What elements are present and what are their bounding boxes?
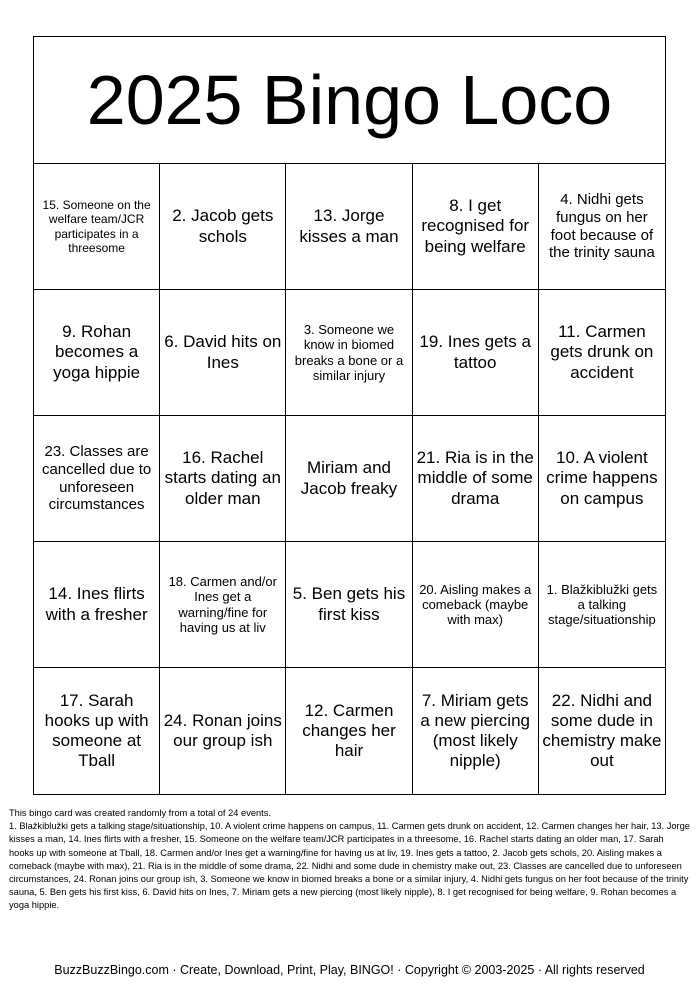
bingo-cell-g2 <box>413 290 539 416</box>
bingo-cell-text: 19. Ines gets a tattoo <box>419 332 531 372</box>
bingo-cell-text: 10. A violent crime happens on campus <box>546 448 658 508</box>
bingo-cell-g5 <box>413 668 539 794</box>
bingo-cell-text: 11. Carmen gets drunk on accident <box>550 322 654 382</box>
bingo-cell-text: 17. Sarah hooks up with someone at Tball <box>44 690 149 771</box>
bingo-grid <box>34 164 665 794</box>
bingo-cell-text: 7. Miriam gets a new piercing (most likely nipple) <box>420 690 530 771</box>
bingo-cell-n4 <box>286 542 412 668</box>
footer-copyright: BuzzBuzzBingo.com · Create, Download, Print, Play, BINGO! · Copyright © 2003-2025 · All rights reserved <box>54 963 645 977</box>
bingo-cell-text: 8. I get recognised for being welfare <box>421 196 530 256</box>
bingo-cell-text: 6. David hits on Ines <box>164 332 282 372</box>
title-row <box>34 37 665 164</box>
bingo-cell-i3 <box>160 416 286 542</box>
bingo-cell-text: 18. Carmen and/or Ines get a warning/fine for having us at liv <box>168 573 277 635</box>
bingo-cell-text: 24. Ronan joins our group ish <box>163 710 282 750</box>
bingo-cell-text: Miriam and Jacob freaky <box>300 458 398 498</box>
bingo-cell-o5 <box>539 668 665 794</box>
bingo-cell-text: 15. Someone on the welfare team/JCR participates in a threesome <box>42 198 151 255</box>
bingo-cell-text: 4. Nidhi gets fungus on her foot because of the trinity sauna <box>548 191 655 262</box>
bingo-cell-b2 <box>34 290 160 416</box>
bingo-cell-o1 <box>539 164 665 290</box>
bingo-cell-n3 <box>286 416 412 542</box>
card-title: 2025 Bingo Loco <box>86 61 613 139</box>
bingo-cell-text: 16. Rachel starts dating an older man <box>164 448 281 508</box>
bingo-card <box>33 36 666 795</box>
bingo-cell-n1 <box>286 164 412 290</box>
bingo-cell-o3 <box>539 416 665 542</box>
bingo-cell-text: 2. Jacob gets schols <box>172 206 274 246</box>
bingo-cell-text: 21. Ria is in the middle of some drama <box>416 448 534 508</box>
bingo-cell-text: 3. Someone we know in biomed breaks a bone or a similar injury <box>294 321 404 383</box>
bingo-cell-text: 23. Classes are cancelled due to unforeseen circumstances <box>41 443 152 514</box>
bingo-cell-text: 1. Blažkiblužki gets a talking stage/situationship <box>546 581 658 628</box>
bingo-cell-n5 <box>286 668 412 794</box>
bingo-cell-o4 <box>539 542 665 668</box>
bingo-cell-i5 <box>160 668 286 794</box>
bingo-cell-b5 <box>34 668 160 794</box>
bingo-cell-text: 22. Nidhi and some dude in chemistry make out <box>542 690 662 771</box>
bingo-cell-i2 <box>160 290 286 416</box>
bingo-cell-b1 <box>34 164 160 290</box>
bingo-cell-text: 20. Aisling makes a comeback (maybe with max) <box>419 581 532 628</box>
bingo-cell-text: 13. Jorge kisses a man <box>299 206 399 246</box>
bingo-cell-text: 5. Ben gets his first kiss <box>292 584 406 624</box>
bingo-cell-o2 <box>539 290 665 416</box>
bingo-cell-i4 <box>160 542 286 668</box>
bingo-cell-text: 14. Ines flirts with a fresher <box>45 584 148 624</box>
bingo-cell-b3 <box>34 416 160 542</box>
bingo-cell-g3 <box>413 416 539 542</box>
bingo-cell-g4 <box>413 542 539 668</box>
bingo-cell-g1 <box>413 164 539 290</box>
bingo-cell-n2 <box>286 290 412 416</box>
bingo-cell-text: 12. Carmen changes her hair <box>302 700 396 761</box>
bingo-cell-b4 <box>34 542 160 668</box>
bingo-cell-text: 9. Rohan becomes a yoga hippie <box>53 322 141 382</box>
bingo-cell-i1 <box>160 164 286 290</box>
event-list-text: This bingo card was created randomly from a total of 24 events. 1. Blažkiblužki gets a talking stage/situationship, 10. A violent crime happens on campus, 11. Carmen gets drunk on accident, 12. Carmen changes her hair, 13. Jorge kisses a man, 14. Ines flirts with a fresher, 15. Someone on the welfare team/JCR participates in a threesome, 16. Rachel starts dating an older man, 17. Sarah hooks up with someone at Tball, 18. Carmen and/or Ines get a warning/fine for having us at liv, 19. Ines gets a tattoo, 2. Jacob gets schols, 20. Aisling makes a comeback (maybe with max), 21. Ria is in the middle of some drama, 22. Nidhi and some dude in chemistry make out, 23. Classes are cancelled due to unforeseen circumstances, 24. Ronan joins our group ish, 3. Someone we know in biomed breaks a bone or a similar injury, 4. Nidhi gets fungus on her foot because of the trinity sauna, 5. Ben gets his first kiss, 6. David hits on Ines, 7. Miriam gets a new piercing (most likely nipple), 8. I get recognised for being welfare, 9. Rohan becomes a yoga hippie. <box>9 808 690 911</box>
